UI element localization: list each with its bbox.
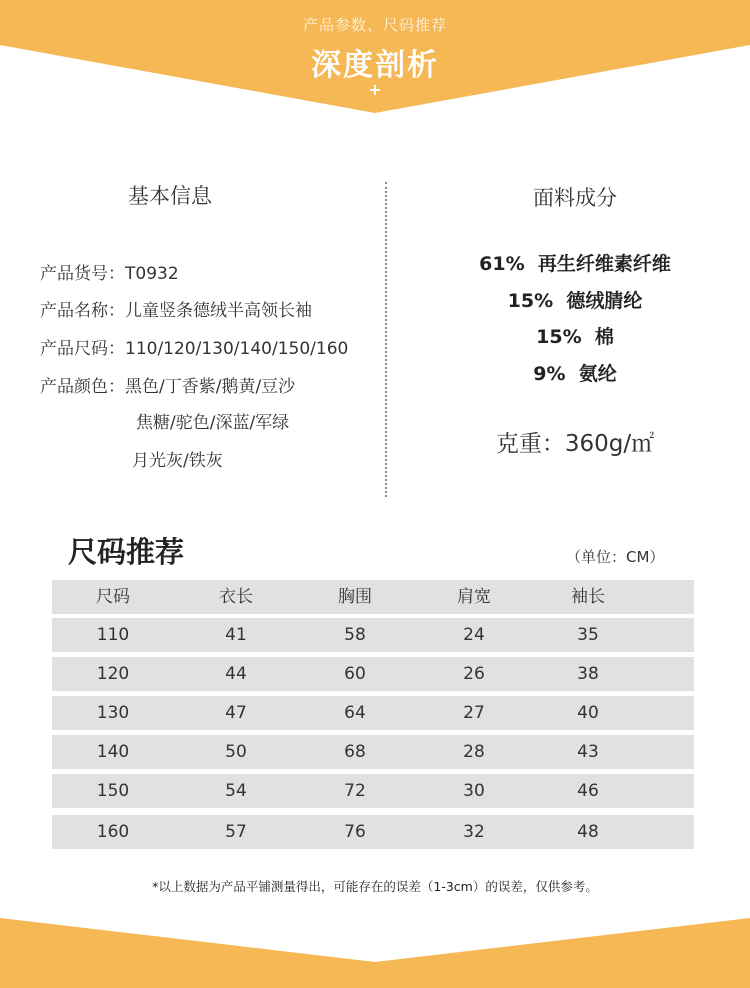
basic-info-heading: 基本信息 bbox=[128, 184, 212, 208]
table-cell: 50 bbox=[225, 742, 247, 762]
table-cell: 24 bbox=[463, 625, 485, 645]
fabric-material: 氨纶 bbox=[578, 363, 617, 385]
table-cell: 26 bbox=[463, 664, 485, 684]
table-row bbox=[52, 774, 694, 808]
fabric-item bbox=[400, 359, 750, 386]
table-cell: 43 bbox=[577, 742, 599, 762]
table-cell: 40 bbox=[577, 703, 599, 723]
info-label: 产品货号： bbox=[40, 264, 125, 284]
info-value: 儿童竖条德绒半高领长袖 bbox=[125, 301, 312, 321]
table-cell: 160 bbox=[96, 822, 130, 842]
table-cell: 44 bbox=[225, 664, 247, 684]
info-value: T0932 bbox=[125, 264, 179, 284]
table-cell: 68 bbox=[344, 742, 366, 762]
table-cell: 27 bbox=[463, 703, 485, 723]
table-cell: 130 bbox=[96, 703, 130, 723]
table-cell: 41 bbox=[225, 625, 247, 645]
footnote: *以上数据为产品平铺测量得出，可能存在的误差（1-3cm）的误差，仅供参考。 bbox=[152, 879, 598, 894]
color-continued-line: 焦糖/驼色/深蓝/军绿 bbox=[136, 413, 290, 433]
table-cell: 110 bbox=[96, 625, 130, 645]
table-cell: 58 bbox=[344, 625, 366, 645]
table-cell: 30 bbox=[463, 781, 485, 801]
table-cell: 47 bbox=[225, 703, 247, 723]
info-row-colors bbox=[40, 372, 295, 397]
table-row bbox=[52, 657, 694, 691]
size-chart-title: 尺码推荐 bbox=[68, 535, 185, 569]
table-cell: 60 bbox=[344, 664, 366, 684]
fabric-percent: 9% bbox=[533, 363, 566, 385]
table-header-cell: 袖长 bbox=[571, 587, 605, 607]
info-value: 110/120/130/140/150/160 bbox=[125, 339, 349, 359]
table-cell: 57 bbox=[225, 822, 247, 842]
table-row bbox=[52, 735, 694, 769]
table-header-cell: 衣长 bbox=[219, 587, 253, 607]
table-cell: 72 bbox=[344, 781, 366, 801]
table-header-row bbox=[52, 580, 694, 614]
size-chart-unit: （单位：CM） bbox=[566, 548, 665, 566]
banner-subtitle: 产品参数、尺码推荐 bbox=[302, 16, 447, 34]
table-row bbox=[52, 696, 694, 730]
table-header-cell: 尺码 bbox=[96, 587, 130, 607]
banner-title: 深度剖析 bbox=[311, 48, 439, 83]
fabric-percent: 61% bbox=[479, 253, 525, 275]
info-label: 产品颜色： bbox=[40, 377, 125, 397]
fabric-weight: 克重：360g/㎡ bbox=[495, 431, 655, 457]
table-cell: 32 bbox=[463, 822, 485, 842]
table-row bbox=[52, 815, 694, 849]
info-row-product-name bbox=[40, 296, 312, 321]
info-value: 黑色/丁香紫/鹅黄/豆沙 bbox=[125, 377, 296, 397]
table-cell: 76 bbox=[344, 822, 366, 842]
fabric-material: 再生纤维素纤维 bbox=[537, 253, 671, 275]
info-label: 产品名称： bbox=[40, 301, 125, 321]
fabric-heading: 面料成分 bbox=[533, 186, 617, 210]
fabric-item bbox=[400, 249, 750, 276]
table-row bbox=[52, 618, 694, 652]
info-row-sizes bbox=[40, 334, 348, 359]
table-cell: 64 bbox=[344, 703, 366, 723]
table-cell: 140 bbox=[96, 742, 130, 762]
fabric-item bbox=[400, 322, 750, 349]
table-header-cell: 胸围 bbox=[338, 587, 372, 607]
fabric-percent: 15% bbox=[536, 326, 582, 348]
table-cell: 46 bbox=[577, 781, 599, 801]
color-continued-line: 月光灰/铁灰 bbox=[132, 451, 223, 471]
info-label: 产品尺码： bbox=[40, 339, 125, 359]
plus-icon: + bbox=[368, 80, 382, 99]
table-cell: 120 bbox=[96, 664, 130, 684]
table-cell: 38 bbox=[577, 664, 599, 684]
table-cell: 28 bbox=[463, 742, 485, 762]
table-cell: 35 bbox=[577, 625, 599, 645]
fabric-item bbox=[400, 286, 750, 313]
dotted-divider bbox=[385, 182, 387, 497]
fabric-percent: 15% bbox=[507, 290, 554, 312]
table-cell: 150 bbox=[96, 781, 130, 801]
fabric-material: 棉 bbox=[594, 326, 614, 348]
bottom-banner bbox=[0, 910, 750, 988]
table-cell: 48 bbox=[577, 822, 599, 842]
table-cell: 54 bbox=[225, 781, 247, 801]
fabric-material: 德绒腈纶 bbox=[566, 290, 643, 312]
table-header-cell: 肩宽 bbox=[457, 587, 491, 607]
info-row-item-number bbox=[40, 259, 179, 284]
